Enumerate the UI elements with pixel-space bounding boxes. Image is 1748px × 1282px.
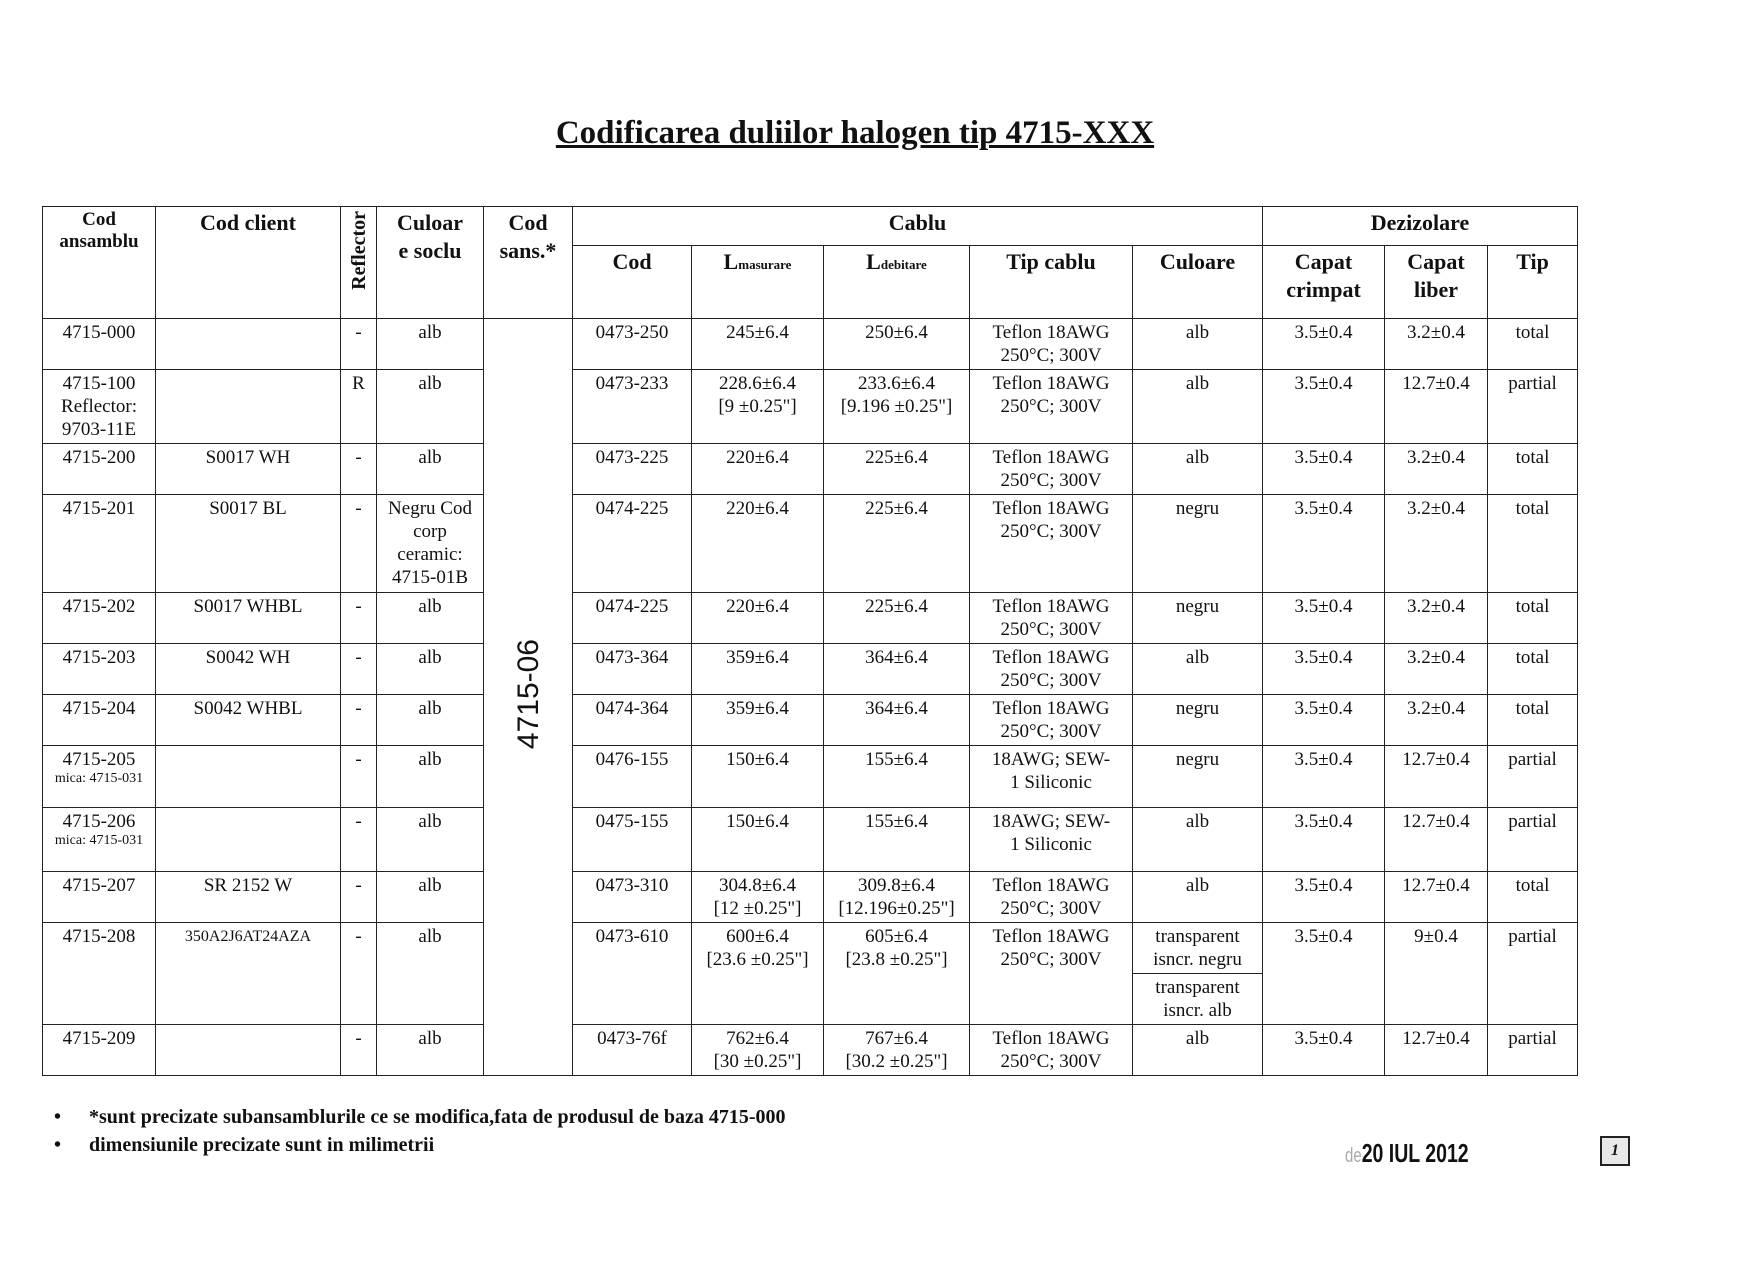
cell-capat-crimpat: 3.5±0.4 [1263,495,1385,593]
cell-cod-ansamblu: 4715-100 Reflector: 9703-11E [43,370,156,444]
cell-culoare: transparent isncr. negru transparent isncr. alb [1133,923,1263,1025]
cell-l-masurare: 245±6.4 [692,319,824,370]
table-row [43,370,1578,444]
table-row [43,808,1578,872]
table-row [43,319,1578,370]
cell-capat-liber: 12.7±0.4 [1385,808,1488,872]
cell-culoare-soclu: alb [377,923,484,1025]
cell-cod-client: SR 2152 W [156,872,341,923]
cell-culoare: alb [1133,319,1263,370]
cell-l-masurare: 304.8±6.4 [12 ±0.25"] [692,872,824,923]
cell-culoare: negru [1133,746,1263,808]
cell-cod: 0473-310 [573,872,692,923]
cell-cod-ansamblu: 4715-000 [43,319,156,370]
cell-capat-crimpat: 3.5±0.4 [1263,319,1385,370]
cell-tip-cablu: Teflon 18AWG 250°C; 300V [970,923,1133,1025]
cell-tip: partial [1488,370,1578,444]
cell-culoare-soclu: alb [377,593,484,644]
header-l-debitare: Ldebitare [824,246,970,319]
cell-l-debitare: 767±6.4 [30.2 ±0.25"] [824,1025,970,1076]
cell-tip-cablu: Teflon 18AWG 250°C; 300V [970,872,1133,923]
cell-cod: 0474-225 [573,495,692,593]
cell-capat-crimpat: 3.5±0.4 [1263,370,1385,444]
cell-cod-sans: 4715-06 [484,319,573,1076]
cell-tip: total [1488,872,1578,923]
table-row [43,923,1578,1025]
cell-culoare-soclu: alb [377,370,484,444]
cell-culoare-soclu: alb [377,695,484,746]
cell-cod-client [156,808,341,872]
cell-culoare-soclu: alb [377,746,484,808]
cell-culoare-soclu: alb [377,808,484,872]
cell-culoare: negru [1133,495,1263,593]
cell-cod-ansamblu: 4715-207 [43,872,156,923]
header-cablu: Cablu [573,207,1263,246]
cell-capat-crimpat: 3.5±0.4 [1263,1025,1385,1076]
header-l-masurare: Lmasurare [692,246,824,319]
cell-tip: total [1488,593,1578,644]
cell-tip-cablu: Teflon 18AWG 250°C; 300V [970,370,1133,444]
cell-l-masurare: 762±6.4 [30 ±0.25"] [692,1025,824,1076]
cell-culoare: negru [1133,695,1263,746]
cell-capat-crimpat: 3.5±0.4 [1263,593,1385,644]
cell-capat-crimpat: 3.5±0.4 [1263,444,1385,495]
cell-tip-cablu: Teflon 18AWG 250°C; 300V [970,644,1133,695]
cell-reflector: - [341,808,377,872]
sockets-table [42,206,1578,1076]
header-culoare-soclu: Culoar e soclu [377,207,484,319]
cell-tip-cablu: Teflon 18AWG 250°C; 300V [970,695,1133,746]
cell-cod: 0474-225 [573,593,692,644]
header-cod: Cod [573,246,692,319]
cell-cod: 0475-155 [573,808,692,872]
cell-cod-client [156,1025,341,1076]
header-tip: Tip [1488,246,1578,319]
cell-l-debitare: 605±6.4 [23.8 ±0.25"] [824,923,970,1025]
cell-l-masurare: 150±6.4 [692,746,824,808]
cell-l-masurare: 220±6.4 [692,495,824,593]
cell-culoare-soclu: alb [377,444,484,495]
cell-reflector: - [341,593,377,644]
cell-reflector: R [341,370,377,444]
cell-cod: 0473-610 [573,923,692,1025]
cell-capat-liber: 12.7±0.4 [1385,872,1488,923]
cell-tip-cablu: Teflon 18AWG 250°C; 300V [970,1025,1133,1076]
table-row [43,593,1578,644]
cell-cod: 0473-225 [573,444,692,495]
table-row [43,1025,1578,1076]
cell-culoare: alb [1133,370,1263,444]
cell-culoare: alb [1133,808,1263,872]
cell-cod-ansamblu: 4715-203 [43,644,156,695]
cell-capat-crimpat: 3.5±0.4 [1263,746,1385,808]
cell-capat-liber: 12.7±0.4 [1385,1025,1488,1076]
cell-cod-client [156,370,341,444]
cell-capat-liber: 3.2±0.4 [1385,495,1488,593]
cell-l-debitare: 155±6.4 [824,808,970,872]
cell-culoare: alb [1133,644,1263,695]
cell-cod-ansamblu: 4715-204 [43,695,156,746]
table-row [43,644,1578,695]
cell-cod-client: S0042 WHBL [156,695,341,746]
cell-reflector: - [341,644,377,695]
cell-cod-ansamblu: 4715-200 [43,444,156,495]
cell-cod-client: S0042 WH [156,644,341,695]
cell-cod: 0476-155 [573,746,692,808]
cell-capat-liber: 12.7±0.4 [1385,746,1488,808]
cell-culoare-soclu: alb [377,872,484,923]
footnote-item: • dimensiunile precizate sunt in milimetrii [54,1134,435,1156]
cell-tip: total [1488,695,1578,746]
cell-reflector: - [341,319,377,370]
cell-capat-liber: 3.2±0.4 [1385,644,1488,695]
table-row [43,444,1578,495]
cell-capat-liber: 3.2±0.4 [1385,319,1488,370]
cell-tip-cablu: Teflon 18AWG 250°C; 300V [970,319,1133,370]
cell-tip-cablu: Teflon 18AWG 250°C; 300V [970,444,1133,495]
cell-cod: 0473-233 [573,370,692,444]
cell-capat-crimpat: 3.5±0.4 [1263,644,1385,695]
header-dezizolare: Dezizolare [1263,207,1578,246]
date-stamp: de20 IUL 2012 [1345,1138,1469,1168]
cell-tip-cablu: Teflon 18AWG 250°C; 300V [970,593,1133,644]
cell-tip-cablu: 18AWG; SEW- 1 Siliconic [970,746,1133,808]
cell-tip: total [1488,319,1578,370]
cell-l-debitare: 155±6.4 [824,746,970,808]
cell-capat-crimpat: 3.5±0.4 [1263,808,1385,872]
cell-culoare: alb [1133,1025,1263,1076]
table-row [43,695,1578,746]
cell-cod-client: S0017 WH [156,444,341,495]
cell-l-masurare: 150±6.4 [692,808,824,872]
cell-culoare-soclu: alb [377,644,484,695]
cell-cod-client: 350A2J6AT24AZA [156,923,341,1025]
cell-culoare-soclu: alb [377,1025,484,1076]
cell-l-masurare: 600±6.4 [23.6 ±0.25"] [692,923,824,1025]
cell-cod-client: S0017 WHBL [156,593,341,644]
cell-cod-ansamblu: 4715-208 [43,923,156,1025]
cell-capat-liber: 3.2±0.4 [1385,695,1488,746]
cell-reflector: - [341,495,377,593]
cell-reflector: - [341,872,377,923]
cell-culoare: alb [1133,444,1263,495]
table-row [43,746,1578,808]
cell-tip: total [1488,644,1578,695]
cell-l-masurare: 220±6.4 [692,444,824,495]
page-title: Codificarea duliilor halogen tip 4715-XXX [555,115,1155,151]
header-cod-client: Cod client [156,207,341,319]
cell-l-masurare: 359±6.4 [692,644,824,695]
table-row [43,495,1578,593]
cell-capat-crimpat: 3.5±0.4 [1263,923,1385,1025]
cell-reflector: - [341,444,377,495]
header-reflector: Reflector [341,207,377,319]
header-capat-crimpat: Capat crimpat [1263,246,1385,319]
header-cod-sans: Cod sans.* [484,207,573,319]
cell-reflector: - [341,923,377,1025]
cell-capat-liber: 3.2±0.4 [1385,444,1488,495]
cell-culoare-soclu: alb [377,319,484,370]
cell-culoare-soclu: Negru Cod corp ceramic: 4715-01B [377,495,484,593]
cell-tip: partial [1488,808,1578,872]
cell-capat-liber: 12.7±0.4 [1385,370,1488,444]
cell-l-debitare: 225±6.4 [824,495,970,593]
cell-l-debitare: 309.8±6.4 [12.196±0.25"] [824,872,970,923]
cell-tip-cablu: Teflon 18AWG 250°C; 300V [970,495,1133,593]
cell-l-masurare: 220±6.4 [692,593,824,644]
footnotes [54,1106,786,1162]
cell-l-debitare: 225±6.4 [824,593,970,644]
footnote-item: • *sunt precizate subansamblurile ce se modifica,fata de produsul de baza 4715-000 [54,1106,786,1128]
cell-capat-crimpat: 3.5±0.4 [1263,695,1385,746]
cell-reflector: - [341,695,377,746]
cell-capat-liber: 9±0.4 [1385,923,1488,1025]
cell-l-debitare: 364±6.4 [824,644,970,695]
cell-l-debitare: 233.6±6.4 [9.196 ±0.25"] [824,370,970,444]
cell-tip: partial [1488,746,1578,808]
cell-l-masurare: 359±6.4 [692,695,824,746]
cell-tip-cablu: 18AWG; SEW- 1 Siliconic [970,808,1133,872]
cell-cod-ansamblu: 4715-201 [43,495,156,593]
cell-l-masurare: 228.6±6.4 [9 ±0.25"] [692,370,824,444]
cell-reflector: - [341,746,377,808]
cell-cod-client [156,746,341,808]
cell-l-debitare: 250±6.4 [824,319,970,370]
cell-capat-crimpat: 3.5±0.4 [1263,872,1385,923]
cell-cod-client: S0017 BL [156,495,341,593]
cell-capat-liber: 3.2±0.4 [1385,593,1488,644]
cell-cod: 0473-250 [573,319,692,370]
cell-l-debitare: 364±6.4 [824,695,970,746]
cell-reflector: - [341,1025,377,1076]
header-culoare: Culoare [1133,246,1263,319]
table-row [43,872,1578,923]
cell-culoare: alb [1133,872,1263,923]
cell-tip: total [1488,495,1578,593]
cell-cod: 0473-364 [573,644,692,695]
header-tip-cablu: Tip cablu [970,246,1133,319]
cell-cod: 0473-76f [573,1025,692,1076]
cell-tip: partial [1488,923,1578,1025]
cell-tip: partial [1488,1025,1578,1076]
header-cod-ansamblu: Cod ansamblu [43,207,156,319]
page-number: 1 [1600,1136,1630,1166]
cell-tip: total [1488,444,1578,495]
cell-cod: 0474-364 [573,695,692,746]
cell-l-debitare: 225±6.4 [824,444,970,495]
cell-cod-ansamblu: 4715-209 [43,1025,156,1076]
cell-cod-ansamblu: 4715-206 mica: 4715-031 [43,808,156,872]
header-capat-liber: Capat liber [1385,246,1488,319]
cell-cod-ansamblu: 4715-202 [43,593,156,644]
cell-cod-client [156,319,341,370]
cell-cod-ansamblu: 4715-205 mica: 4715-031 [43,746,156,808]
cell-culoare: negru [1133,593,1263,644]
